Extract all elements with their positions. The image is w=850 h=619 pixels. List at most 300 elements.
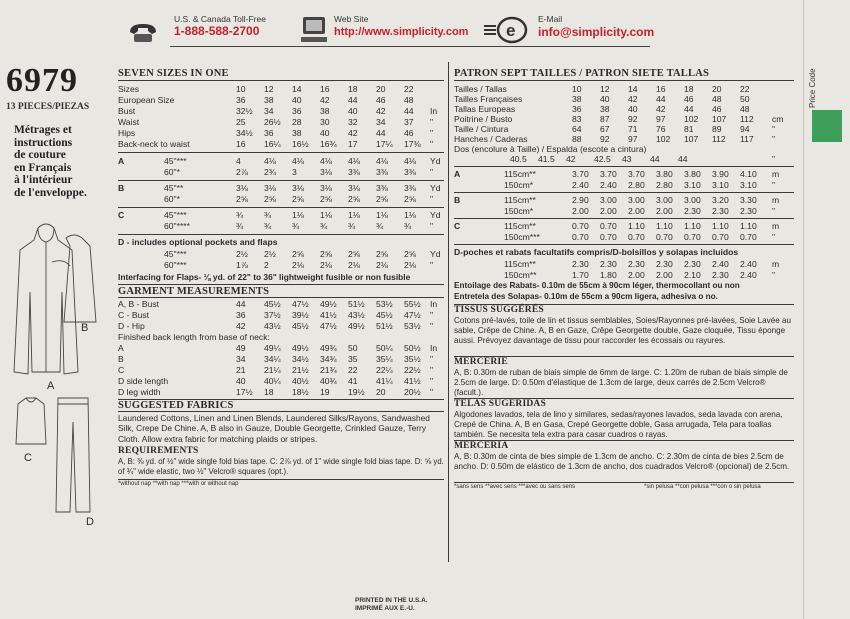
table-cell: 2.00: [600, 206, 617, 216]
table-cell: 40: [600, 94, 610, 104]
table-cell: 46: [404, 128, 414, 138]
table-cell: 2⅛: [292, 260, 304, 270]
printed-line: PRINTED IN THE U.S.A.: [355, 597, 428, 604]
table-cell: 32½: [236, 106, 253, 116]
table-cell: 1⅞: [236, 260, 248, 270]
table-cell: 76: [656, 124, 666, 134]
table-cell: 2½: [236, 249, 248, 259]
table-cell: 20: [712, 84, 722, 94]
table-cell: 3⅜: [376, 167, 388, 177]
table-cell: 44: [684, 104, 694, 114]
unit-label: ": [772, 124, 776, 134]
table-cell: 40.5: [510, 154, 527, 164]
unit-label: m: [772, 221, 780, 231]
unit-label: ": [772, 206, 776, 216]
dos-row: [454, 154, 794, 165]
rule: [118, 479, 444, 480]
table-cell: 4⅛: [404, 156, 416, 166]
table-cell: 97: [628, 134, 638, 144]
table-cell: 3.30: [740, 195, 757, 205]
table-cell: 50½: [404, 343, 421, 353]
table-cell: 2⅝: [264, 194, 276, 204]
unit-label: ": [430, 221, 434, 231]
table-cell: 3⅜: [404, 183, 416, 193]
table-cell: 22: [404, 84, 414, 94]
table-cell: 34: [236, 354, 246, 364]
table-cell: 2.00: [572, 206, 589, 216]
view-label-a: A: [47, 380, 55, 392]
table-cell: 42: [236, 321, 246, 331]
fabric-width: 115cm**: [504, 221, 536, 231]
table-cell: 1.70: [572, 270, 589, 280]
printed-in: [355, 597, 428, 613]
table-row: [118, 354, 444, 365]
web-label: Web Site: [334, 14, 369, 24]
table-row: [118, 310, 444, 321]
yardage-row: [118, 210, 444, 221]
finished-length-label: Finished back length from base of neck:: [118, 332, 270, 342]
dos-label: Dos (encolure à Taille) / Espalda (escote a cintura): [454, 144, 647, 154]
yardage-row: [454, 195, 794, 206]
table-cell: 1.10: [740, 221, 757, 231]
english-title: SEVEN SIZES IN ONE: [118, 68, 229, 79]
french-note: [14, 124, 114, 199]
table-cell: 49¼: [264, 343, 281, 353]
row-label: Tallas Europeas: [454, 104, 516, 114]
rule: [454, 482, 794, 483]
fabric-width: 60"*: [164, 167, 180, 177]
row-label: Tailles / Tallas: [454, 84, 507, 94]
table-cell: 51½: [376, 321, 393, 331]
fabric-width: 150cm**: [504, 270, 537, 280]
fold-line: [803, 0, 804, 619]
table-cell: 40: [628, 104, 638, 114]
table-cell: 10: [236, 84, 246, 94]
table-cell: 88: [572, 134, 582, 144]
table-cell: 34½: [236, 128, 253, 138]
table-cell: 40: [348, 106, 358, 116]
table-cell: 16: [320, 84, 330, 94]
yardage-row: [454, 169, 794, 180]
table-cell: 3⅛: [264, 183, 276, 193]
table-cell: 49½: [348, 321, 365, 331]
fabrics-text: Laundered Cottons, Linen and Linen Blends, Laundered Silks/Rayons, Sandwashed Silk, Crepe De Chine. A, B also in Gauze, Double Georgette, Crinkled Gauze, Terry Cloth. Allow extra fabric for matching plaids or stripes.: [118, 413, 430, 444]
table-cell: 112: [740, 114, 754, 124]
table-cell: 2⅛: [320, 260, 332, 270]
table-cell: 1⅛: [320, 210, 332, 220]
row-label: Bust: [118, 106, 136, 116]
table-cell: 39½: [292, 310, 309, 320]
table-row: [118, 117, 444, 128]
table-cell: 10: [572, 84, 582, 94]
table-cell: 43: [622, 154, 632, 164]
yardage-row: [118, 249, 444, 260]
table-cell: 2.80: [656, 180, 673, 190]
table-cell: 3.10: [740, 180, 757, 190]
table-cell: 49½: [320, 299, 337, 309]
table-cell: 0.70: [572, 221, 589, 231]
table-cell: 41¼: [376, 376, 393, 386]
table-cell: 42: [376, 106, 386, 116]
yardage-row: [118, 221, 444, 232]
spanish-title: PATRON SEPT TAILLES / PATRON SIETE TALLAS: [454, 68, 710, 79]
table-cell: 16¼: [264, 139, 281, 149]
table-cell: 37: [404, 117, 414, 127]
table-cell: 47½: [404, 310, 421, 320]
yardage-view-label: A: [118, 156, 125, 166]
unit-label: In: [430, 106, 438, 116]
table-cell: 2.30: [684, 259, 701, 269]
table-cell: 83: [572, 114, 582, 124]
table-cell: 3⅜: [404, 167, 416, 177]
footnote-fr: *sans sens **avec sens ***avec ou sans sens: [454, 484, 576, 490]
table-cell: 2¾: [264, 167, 276, 177]
table-cell: 40¾: [320, 376, 337, 386]
fabrics-title: SUGGESTED FABRICS: [118, 400, 234, 411]
table-cell: 40¼: [264, 376, 281, 386]
unit-label: In: [430, 299, 438, 309]
rule: [454, 166, 794, 167]
table-cell: 22¼: [376, 365, 393, 375]
table-cell: 2⅛: [404, 260, 416, 270]
yardage-row: [118, 260, 444, 271]
pattern-pieces: 13 PIECES/PIEZAS: [6, 102, 90, 112]
table-cell: 2.30: [572, 259, 589, 269]
rule: [118, 411, 444, 412]
table-cell: 18: [684, 84, 694, 94]
table-row: [118, 106, 444, 117]
footnote: *without nap **with nap ***with or without nap: [118, 481, 239, 487]
fabric-width: 115cm**: [504, 169, 536, 179]
table-cell: 44: [404, 106, 414, 116]
table-cell: 44: [348, 95, 358, 105]
table-cell: 19: [320, 387, 330, 397]
table-cell: 40½: [292, 376, 309, 386]
table-cell: 44: [678, 154, 688, 164]
table-cell: 2⅝: [376, 194, 388, 204]
unit-label: ": [430, 354, 434, 364]
yardage-row: [118, 183, 444, 194]
rule: [118, 234, 444, 235]
email-address[interactable]: info@simplicity.com: [538, 25, 655, 39]
table-cell: 0.70: [712, 232, 729, 242]
table-cell: 2⅝: [348, 194, 360, 204]
phone-number[interactable]: 1-888-588-2700: [174, 24, 260, 38]
table-cell: 16¾: [320, 139, 337, 149]
table-cell: 46: [712, 104, 722, 114]
table-cell: 1.10: [684, 221, 701, 231]
table-cell: 4⅛: [376, 156, 388, 166]
unit-label: ": [430, 139, 434, 149]
interfacing-note: Interfacing for Flaps- ⅛ yd. of 22" to 36" lightweight fusible or non fusible: [118, 272, 411, 282]
table-cell: 48: [740, 104, 750, 114]
table-cell: 3.20: [712, 195, 729, 205]
table-cell: 3⅛: [320, 183, 332, 193]
table-cell: 1⅛: [376, 210, 388, 220]
table-cell: 22: [348, 365, 358, 375]
fabric-width: 45"***: [164, 156, 187, 166]
mercerie-text: A, B: 0.30m de ruban de biais simple de 6mm de large. C: 1.20m de ruban de biais simple de 2.5cm de large. D: 0.50m d'élastique de 1.3cm de large, deux carrés de 2.5cm Velcro® (facult.).: [454, 368, 788, 397]
contact-header: [122, 12, 662, 50]
table-cell: 2.00: [656, 270, 673, 280]
table-cell: 2.00: [628, 206, 645, 216]
table-cell: 36: [236, 310, 246, 320]
table-cell: 2⅝: [236, 194, 248, 204]
table-cell: ¾: [292, 221, 300, 231]
table-cell: 92: [628, 114, 638, 124]
rule: [118, 80, 444, 81]
table-cell: 3.10: [712, 180, 729, 190]
table-cell: 2.40: [712, 259, 729, 269]
unit-label: Yd: [430, 249, 441, 259]
table-cell: 2⅝: [320, 194, 332, 204]
table-cell: 0.70: [572, 232, 589, 242]
table-cell: 92: [600, 134, 610, 144]
table-cell: 2.30: [600, 259, 617, 269]
table-cell: 50: [348, 343, 358, 353]
table-cell: 2.00: [656, 206, 673, 216]
table-cell: 47½: [292, 299, 309, 309]
table-cell: 21¾: [320, 365, 337, 375]
table-cell: 4⅛: [348, 156, 360, 166]
table-cell: 2⅝: [320, 249, 332, 259]
table-cell: 2⅝: [404, 194, 416, 204]
web-url[interactable]: http://www.simplicity.com: [334, 26, 469, 38]
table-cell: 2⅝: [292, 194, 304, 204]
french-note-line: de l'enveloppe.: [14, 186, 87, 199]
table-cell: ¾: [348, 221, 356, 231]
table-cell: 3: [292, 167, 297, 177]
rule: [454, 80, 794, 81]
table-cell: 102: [656, 134, 671, 144]
table-cell: 49: [236, 343, 246, 353]
table-cell: 3⅜: [348, 167, 360, 177]
table-cell: 18: [348, 84, 358, 94]
table-cell: 22½: [404, 365, 421, 375]
phone-label: U.S. & Canada Toll-Free: [174, 14, 266, 24]
table-cell: 42: [320, 95, 330, 105]
table-cell: 40: [292, 95, 302, 105]
table-cell: 1.10: [712, 221, 729, 231]
unit-label: ": [430, 376, 434, 386]
table-cell: ¾: [236, 210, 244, 220]
table-cell: 1.10: [628, 221, 645, 231]
table-cell: 4⅛: [292, 156, 304, 166]
table-cell: 26½: [264, 117, 281, 127]
table-cell: 3.80: [656, 169, 673, 179]
rule: [118, 284, 444, 285]
table-cell: 51½: [348, 299, 365, 309]
table-cell: 97: [656, 114, 666, 124]
table-cell: 3.70: [600, 169, 617, 179]
table-cell: 34¾: [320, 354, 337, 364]
table-cell: 41½: [404, 376, 421, 386]
table-cell: 43½: [348, 310, 365, 320]
table-cell: 2.30: [656, 259, 673, 269]
table-cell: 0.70: [628, 232, 645, 242]
yardage-view-label: C: [454, 221, 461, 231]
fabric-width: 150cm***: [504, 232, 540, 242]
table-cell: 4⅛: [264, 156, 276, 166]
table-cell: 34½: [292, 354, 309, 364]
table-row: [118, 95, 444, 106]
table-cell: 36: [572, 104, 582, 114]
table-cell: 0.70: [684, 232, 701, 242]
table-cell: 4⅛: [320, 156, 332, 166]
unit-label: m: [772, 259, 780, 269]
table-cell: 44: [236, 299, 246, 309]
table-cell: 112: [712, 134, 726, 144]
table-cell: 0.70: [740, 232, 757, 242]
table-cell: 38: [600, 104, 610, 114]
garment-title: GARMENT MEASUREMENTS: [118, 286, 270, 297]
fabric-width: 60"*: [164, 194, 180, 204]
requirements-text: A, B: ⅜ yd. of ½" wide single fold bias tape. C: 2⅞ yd. of 1" wide single fold bias tape. D: ⅝ yd. of ¾" wide elastic, two ½" Velcro® squares (opt.).: [118, 457, 444, 476]
table-cell: 71: [628, 124, 638, 134]
table-cell: ¾: [236, 221, 244, 231]
table-cell: 43½: [264, 321, 281, 331]
table-cell: 107: [712, 114, 727, 124]
french-note-line: à l'intérieur: [14, 174, 73, 186]
unit-label: ": [430, 310, 434, 320]
french-note-line: de couture: [14, 149, 66, 161]
unit-label: ": [772, 270, 776, 280]
table-cell: 50¼: [376, 343, 393, 353]
table-cell: 16: [236, 139, 246, 149]
view-label-b: B: [81, 322, 89, 334]
rule: [118, 180, 444, 181]
row-label: Back-neck to waist: [118, 139, 190, 149]
table-cell: 34: [376, 117, 386, 127]
tissus-text: Cotons pré-lavés, toile de lin et tissus semblables, Soies/Rayonnes pré-lavées, Soie Lavée au sable, Crêpe de Chine. A, B en Gaze, Crêpe Georgette double, Gaze cloquée, Tissu éponge aussi. Prévoyez davantage de tissu pour raccorder les écossais ou rayures.: [454, 316, 791, 345]
table-cell: 42: [628, 94, 638, 104]
unit-label: Yd: [430, 183, 441, 193]
view-d-drawing: [56, 398, 90, 512]
view-d-title: D-poches et rabats facultatifs compris/D-bolsillos y solapas incluidos: [454, 247, 739, 257]
unit-label: ": [772, 134, 776, 144]
table-cell: 32: [348, 117, 358, 127]
table-cell: 3.80: [684, 169, 701, 179]
table-cell: 117: [740, 134, 754, 144]
table-cell: 0.70: [656, 232, 673, 242]
unit-label: ": [430, 194, 434, 204]
table-cell: 36: [236, 95, 246, 105]
yardage-view-label: B: [118, 183, 125, 193]
unit-label: ": [772, 232, 776, 242]
yardage-view-label: C: [118, 210, 125, 220]
unit-label: ": [430, 260, 434, 270]
table-cell: 40: [320, 128, 330, 138]
email-icon: [482, 15, 534, 45]
table-cell: 16½: [292, 139, 309, 149]
table-cell: 2.40: [572, 180, 589, 190]
row-label: Hips: [118, 128, 136, 138]
price-code-box: [812, 110, 842, 142]
table-cell: 2⅝: [292, 249, 304, 259]
table-cell: 14: [292, 84, 302, 94]
table-cell: 1⅛: [404, 210, 416, 220]
table-cell: 35½: [404, 354, 421, 364]
french-spanish-panel: [454, 60, 794, 570]
table-row: [118, 343, 444, 354]
fabric-width: 115cm**: [504, 195, 536, 205]
table-cell: 2⅝: [404, 249, 416, 259]
table-cell: 20: [376, 387, 386, 397]
table-row: [118, 299, 444, 310]
rule: [454, 218, 794, 219]
table-cell: 94: [740, 124, 750, 134]
table-cell: 17¼: [376, 139, 393, 149]
email-label: E-Mail: [538, 14, 563, 24]
fabric-width: 60"***: [164, 260, 187, 270]
rule: [454, 192, 794, 193]
table-cell: 3.00: [600, 195, 617, 205]
table-cell: 49¾: [320, 343, 337, 353]
table-cell: ¾: [264, 221, 272, 231]
table-cell: 35¼: [376, 354, 393, 364]
entretela-note: Entretela des Solapas- 0.10m de 55cm a 90cm ligera, adhesiva o no.: [454, 292, 718, 301]
table-cell: 2.30: [712, 270, 729, 280]
table-cell: 3.90: [712, 169, 729, 179]
row-label: C: [118, 365, 125, 375]
table-cell: 3⅛: [292, 183, 304, 193]
table-cell: 4: [236, 156, 241, 166]
table-cell: 34¼: [264, 354, 281, 364]
telas-title: TELAS SUGERIDAS: [454, 399, 546, 409]
yardage-row: [454, 232, 794, 243]
table-cell: 44: [656, 94, 666, 104]
table-cell: 21: [236, 365, 246, 375]
view-a-drawing: [14, 224, 78, 374]
unit-label: ": [772, 154, 776, 164]
english-panel: [118, 60, 444, 570]
table-cell: 3.00: [628, 195, 645, 205]
yardage-row: [118, 194, 444, 205]
unit-label: cm: [772, 114, 784, 124]
view-c-drawing: [16, 398, 46, 444]
rule: [118, 207, 444, 208]
table-cell: 2.30: [740, 206, 757, 216]
yardage-row: [454, 270, 794, 281]
table-cell: 14: [628, 84, 638, 94]
pattern-number: 6979: [6, 62, 78, 99]
french-note-line: en Français: [14, 161, 72, 174]
table-cell: 21½: [292, 365, 309, 375]
mercerie-title: MERCERIE: [454, 357, 508, 367]
unit-label: ": [430, 387, 434, 397]
table-cell: 45½: [292, 321, 309, 331]
table-cell: 4.10: [740, 169, 757, 179]
table-cell: 53½: [376, 299, 393, 309]
view-label-c: C: [24, 452, 32, 464]
table-cell: 38: [264, 95, 274, 105]
table-cell: 35: [348, 354, 358, 364]
table-cell: 20½: [404, 387, 421, 397]
table-cell: 107: [684, 134, 699, 144]
rule: [454, 244, 794, 245]
table-cell: 3.70: [572, 169, 589, 179]
unit-label: Yd: [430, 156, 441, 166]
fabric-width: 60"****: [164, 221, 190, 231]
table-cell: 21¼: [264, 365, 281, 375]
table-cell: 12: [600, 84, 610, 94]
row-label: Taille / Cintura: [454, 124, 509, 134]
table-cell: ¾: [320, 221, 328, 231]
table-cell: ¾: [376, 221, 384, 231]
table-cell: 45½: [264, 299, 281, 309]
table-cell: 38: [320, 106, 330, 116]
table-row: [118, 128, 444, 139]
